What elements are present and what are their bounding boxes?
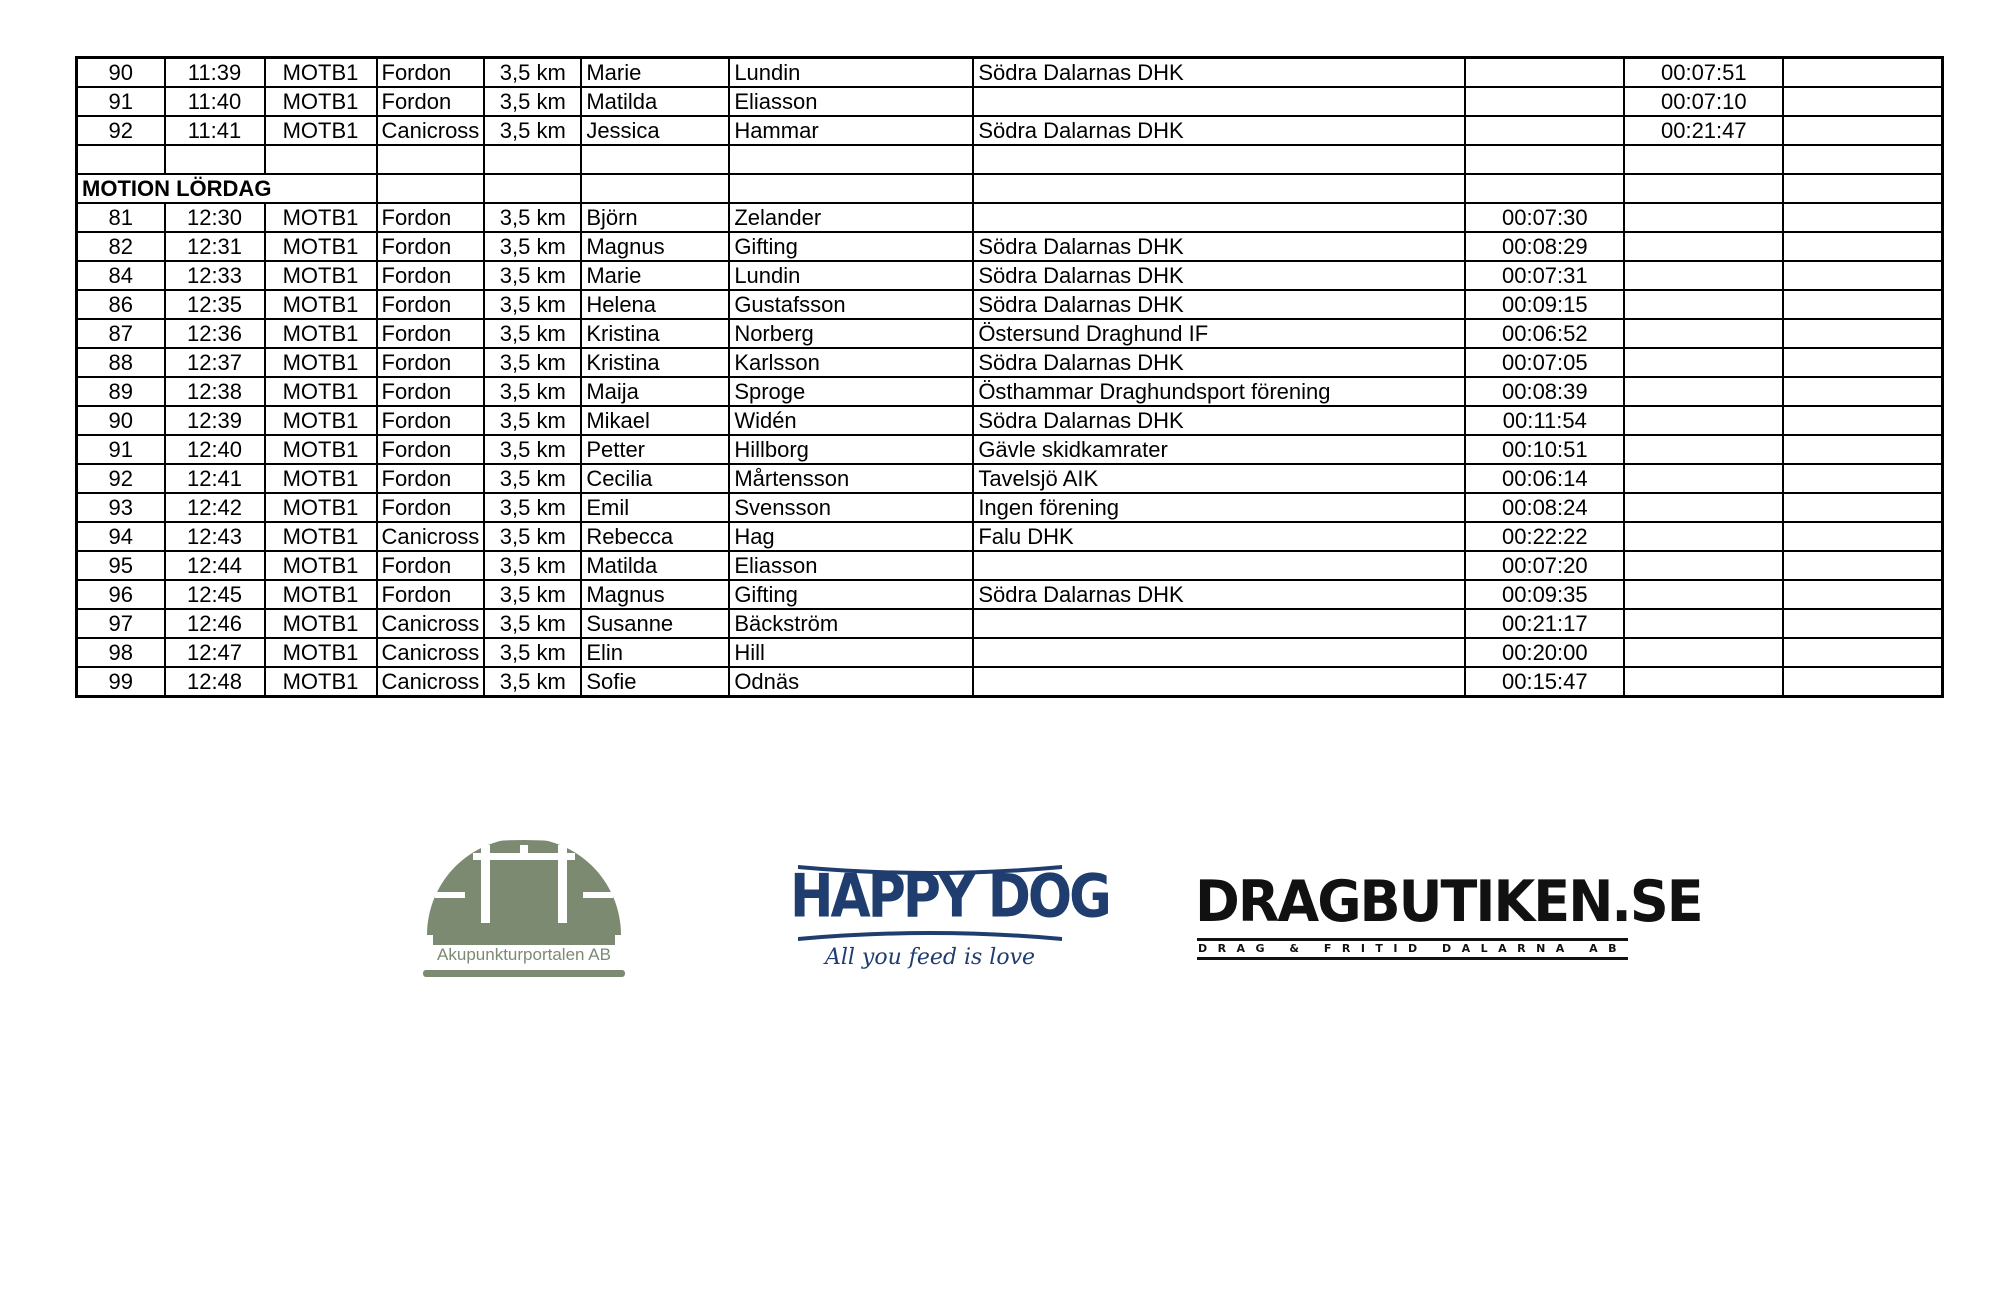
cell-time-friday: 00:21:47 — [1624, 116, 1783, 145]
cell-start-time: 12:31 — [165, 232, 265, 261]
cell-last-name: Bäckström — [729, 609, 973, 638]
cell-start-time: 12:30 — [165, 203, 265, 232]
cell-category: Canicross — [377, 667, 485, 697]
cell-club — [973, 638, 1465, 667]
table-row — [77, 464, 1943, 493]
cell-class: MOTB1 — [265, 406, 377, 435]
cell-category: Fordon — [377, 319, 485, 348]
cell-start-number: 96 — [77, 580, 165, 609]
cell-start-number: 98 — [77, 638, 165, 667]
table-row — [77, 609, 1943, 638]
cell-distance: 3,5 km — [484, 609, 581, 638]
cell-empty — [377, 174, 485, 203]
cell-club: Södra Dalarnas DHK — [973, 348, 1465, 377]
cell-extra — [1783, 464, 1942, 493]
cell-time-saturday: 00:08:24 — [1465, 493, 1624, 522]
cell-category: Fordon — [377, 348, 485, 377]
cell-empty — [729, 174, 973, 203]
cell-extra — [1783, 435, 1942, 464]
cell-first-name: Björn — [581, 203, 729, 232]
cell-start-time: 12:40 — [165, 435, 265, 464]
cell-time-friday — [1624, 551, 1783, 580]
cell-start-number: 93 — [77, 493, 165, 522]
table-row — [77, 116, 1943, 145]
cell-time-friday — [1624, 377, 1783, 406]
cell-club: Södra Dalarnas DHK — [973, 261, 1465, 290]
cell-first-name: Elin — [581, 638, 729, 667]
cell-club: Södra Dalarnas DHK — [973, 116, 1465, 145]
cell-time-saturday: 00:07:20 — [1465, 551, 1624, 580]
table-row — [77, 232, 1943, 261]
cell-start-number: 87 — [77, 319, 165, 348]
cell-time-friday — [1624, 261, 1783, 290]
cell-club — [973, 609, 1465, 638]
table-row — [77, 493, 1943, 522]
cell-empty — [973, 174, 1465, 203]
dragbutiken-underline-lower — [1197, 957, 1628, 960]
cell-first-name: Emil — [581, 493, 729, 522]
cell-last-name: Norberg — [729, 319, 973, 348]
happy-dog-tagline: All you feed is love — [824, 945, 1036, 970]
table-row — [77, 667, 1943, 697]
cell-club: Södra Dalarnas DHK — [973, 406, 1465, 435]
cell-start-number: 89 — [77, 377, 165, 406]
dragbutiken-underline — [1197, 938, 1628, 941]
cell-distance: 3,5 km — [484, 551, 581, 580]
cell-extra — [1783, 580, 1942, 609]
cell-start-time: 12:43 — [165, 522, 265, 551]
cell-category: Fordon — [377, 377, 485, 406]
cell-empty — [1624, 174, 1783, 203]
cell-start-number: 92 — [77, 464, 165, 493]
cell-club: Östersund Draghund IF — [973, 319, 1465, 348]
cell-last-name: Hill — [729, 638, 973, 667]
dragbutiken-subtitle: DRAG & FRITID DALARNA AB — [1197, 942, 1628, 955]
table-row — [77, 290, 1943, 319]
cell-time-saturday: 00:15:47 — [1465, 667, 1624, 697]
cell-first-name: Kristina — [581, 319, 729, 348]
cell-distance: 3,5 km — [484, 406, 581, 435]
cell-last-name: Eliasson — [729, 87, 973, 116]
cell-extra — [1783, 638, 1942, 667]
cell-start-number: 99 — [77, 667, 165, 697]
cell-distance: 3,5 km — [484, 522, 581, 551]
cell-first-name: Matilda — [581, 551, 729, 580]
cell-first-name: Maija — [581, 377, 729, 406]
cell-category: Fordon — [377, 464, 485, 493]
cell-distance: 3,5 km — [484, 319, 581, 348]
cell-first-name — [581, 145, 729, 174]
cell-time-saturday: 00:07:05 — [1465, 348, 1624, 377]
cell-time-saturday: 00:08:29 — [1465, 232, 1624, 261]
table-row — [77, 319, 1943, 348]
cell-distance: 3,5 km — [484, 580, 581, 609]
cell-last-name: Eliasson — [729, 551, 973, 580]
cell-club: Ingen förening — [973, 493, 1465, 522]
cell-class: MOTB1 — [265, 261, 377, 290]
cell-distance: 3,5 km — [484, 464, 581, 493]
cell-start-number: 95 — [77, 551, 165, 580]
cell-start-time: 11:41 — [165, 116, 265, 145]
table-row — [77, 580, 1943, 609]
cell-first-name: Jessica — [581, 116, 729, 145]
cell-class: MOTB1 — [265, 638, 377, 667]
cell-category: Fordon — [377, 290, 485, 319]
cell-extra — [1783, 493, 1942, 522]
cell-category: Fordon — [377, 232, 485, 261]
cell-time-friday — [1624, 580, 1783, 609]
cell-start-number: 82 — [77, 232, 165, 261]
cell-time-saturday: 00:07:30 — [1465, 203, 1624, 232]
cell-time-saturday: 00:07:31 — [1465, 261, 1624, 290]
cell-distance: 3,5 km — [484, 232, 581, 261]
cell-start-number: 91 — [77, 87, 165, 116]
cell-last-name: Gustafsson — [729, 290, 973, 319]
cell-last-name: Odnäs — [729, 667, 973, 697]
cell-class: MOTB1 — [265, 290, 377, 319]
cell-distance: 3,5 km — [484, 58, 581, 88]
cell-start-time: 11:39 — [165, 58, 265, 88]
cell-start-time: 12:41 — [165, 464, 265, 493]
cell-last-name: Sproge — [729, 377, 973, 406]
happy-dog-logo — [790, 855, 1109, 980]
cell-start-time: 12:48 — [165, 667, 265, 697]
cell-class: MOTB1 — [265, 609, 377, 638]
cell-club — [973, 145, 1465, 174]
cell-extra — [1783, 290, 1942, 319]
cell-class: MOTB1 — [265, 87, 377, 116]
cell-extra — [1783, 609, 1942, 638]
cell-time-saturday: 00:20:00 — [1465, 638, 1624, 667]
cell-category: Canicross — [377, 638, 485, 667]
cell-first-name: Marie — [581, 58, 729, 88]
cell-class: MOTB1 — [265, 58, 377, 88]
cell-start-number: 90 — [77, 58, 165, 88]
cell-time-saturday: 00:11:54 — [1465, 406, 1624, 435]
cell-club: Södra Dalarnas DHK — [973, 232, 1465, 261]
cell-distance: 3,5 km — [484, 638, 581, 667]
cell-time-saturday — [1465, 87, 1624, 116]
dragbutiken-logo — [1195, 868, 1702, 960]
cell-first-name: Matilda — [581, 87, 729, 116]
cell-extra — [1783, 203, 1942, 232]
table-row — [77, 203, 1943, 232]
cell-time-saturday: 00:09:15 — [1465, 290, 1624, 319]
cell-extra — [1783, 319, 1942, 348]
cell-class: MOTB1 — [265, 551, 377, 580]
cell-empty — [484, 174, 581, 203]
cell-club — [973, 87, 1465, 116]
cell-club — [973, 667, 1465, 697]
cell-distance: 3,5 km — [484, 435, 581, 464]
cell-distance: 3,5 km — [484, 116, 581, 145]
cell-time-saturday: 00:06:52 — [1465, 319, 1624, 348]
cell-class: MOTB1 — [265, 667, 377, 697]
cell-class: MOTB1 — [265, 116, 377, 145]
section-row — [77, 174, 1943, 203]
cell-start-number: 90 — [77, 406, 165, 435]
cell-time-saturday: 00:06:14 — [1465, 464, 1624, 493]
cell-extra — [1783, 551, 1942, 580]
table-row — [77, 522, 1943, 551]
dragbutiken-title: DRAGBUTIKEN.SE — [1195, 868, 1702, 935]
cell-club — [973, 551, 1465, 580]
cell-time-friday — [1624, 435, 1783, 464]
cell-start-time: 12:45 — [165, 580, 265, 609]
cell-class: MOTB1 — [265, 580, 377, 609]
cell-category — [377, 145, 485, 174]
cell-last-name: Hillborg — [729, 435, 973, 464]
cell-time-friday — [1624, 638, 1783, 667]
cell-start-time — [165, 145, 265, 174]
cell-last-name: Hammar — [729, 116, 973, 145]
cell-category: Canicross — [377, 522, 485, 551]
cell-distance: 3,5 km — [484, 493, 581, 522]
cell-club — [973, 203, 1465, 232]
cell-start-number: 92 — [77, 116, 165, 145]
cell-time-friday — [1624, 493, 1783, 522]
cell-first-name: Mikael — [581, 406, 729, 435]
akupunkturportalen-text: Akupunkturportalen AB — [437, 945, 611, 964]
cell-distance: 3,5 km — [484, 261, 581, 290]
cell-start-number: 94 — [77, 522, 165, 551]
cell-distance: 3,5 km — [484, 348, 581, 377]
table-row — [77, 377, 1943, 406]
table-row — [77, 58, 1943, 88]
cell-first-name: Cecilia — [581, 464, 729, 493]
cell-extra — [1783, 116, 1942, 145]
cell-category: Fordon — [377, 87, 485, 116]
cell-extra — [1783, 87, 1942, 116]
cell-time-saturday: 00:10:51 — [1465, 435, 1624, 464]
cell-start-time: 12:44 — [165, 551, 265, 580]
cell-start-number: 81 — [77, 203, 165, 232]
cell-time-friday — [1624, 290, 1783, 319]
cell-extra — [1783, 232, 1942, 261]
cell-club: Södra Dalarnas DHK — [973, 58, 1465, 88]
cell-start-time: 11:40 — [165, 87, 265, 116]
cell-extra — [1783, 377, 1942, 406]
cell-first-name: Petter — [581, 435, 729, 464]
cell-distance: 3,5 km — [484, 290, 581, 319]
cell-time-saturday — [1465, 116, 1624, 145]
cell-distance — [484, 145, 581, 174]
cell-category: Canicross — [377, 609, 485, 638]
cell-start-number: 97 — [77, 609, 165, 638]
cell-class: MOTB1 — [265, 464, 377, 493]
cell-extra — [1783, 348, 1942, 377]
cell-class: MOTB1 — [265, 493, 377, 522]
cell-club: Södra Dalarnas DHK — [973, 580, 1465, 609]
cell-club: Gävle skidkamrater — [973, 435, 1465, 464]
cell-class: MOTB1 — [265, 203, 377, 232]
cell-class — [265, 145, 377, 174]
cell-time-friday — [1624, 319, 1783, 348]
results-table — [75, 56, 1944, 698]
table-row — [77, 348, 1943, 377]
akupunkturportalen-logo — [393, 795, 655, 977]
cell-distance: 3,5 km — [484, 667, 581, 697]
cell-last-name: Gifting — [729, 232, 973, 261]
cell-extra — [1783, 58, 1942, 88]
cell-category: Fordon — [377, 493, 485, 522]
cell-last-name: Lundin — [729, 58, 973, 88]
cell-extra — [1783, 261, 1942, 290]
cell-distance: 3,5 km — [484, 203, 581, 232]
cell-time-friday — [1624, 145, 1783, 174]
cell-last-name: Karlsson — [729, 348, 973, 377]
cell-first-name: Rebecca — [581, 522, 729, 551]
cell-start-number — [77, 145, 165, 174]
cell-last-name — [729, 145, 973, 174]
cell-club: Falu DHK — [973, 522, 1465, 551]
table-row — [77, 261, 1943, 290]
cell-time-saturday: 00:21:17 — [1465, 609, 1624, 638]
cell-extra — [1783, 406, 1942, 435]
cell-time-saturday — [1465, 145, 1624, 174]
cell-time-friday — [1624, 348, 1783, 377]
cell-start-time: 12:42 — [165, 493, 265, 522]
cell-class: MOTB1 — [265, 232, 377, 261]
cell-category: Fordon — [377, 58, 485, 88]
cell-club: Södra Dalarnas DHK — [973, 290, 1465, 319]
cell-time-friday: 00:07:10 — [1624, 87, 1783, 116]
cell-start-number: 86 — [77, 290, 165, 319]
cell-category: Fordon — [377, 261, 485, 290]
cell-start-time: 12:37 — [165, 348, 265, 377]
cell-class: MOTB1 — [265, 348, 377, 377]
cell-start-time: 12:39 — [165, 406, 265, 435]
section-heading: MOTION LÖRDAG — [77, 174, 377, 203]
cell-category: Fordon — [377, 580, 485, 609]
cell-empty — [581, 174, 729, 203]
cell-last-name: Lundin — [729, 261, 973, 290]
cell-category: Fordon — [377, 435, 485, 464]
cell-category: Fordon — [377, 551, 485, 580]
cell-start-time: 12:35 — [165, 290, 265, 319]
cell-class: MOTB1 — [265, 377, 377, 406]
cell-first-name: Helena — [581, 290, 729, 319]
cell-category: Canicross — [377, 116, 485, 145]
cell-time-saturday: 00:22:22 — [1465, 522, 1624, 551]
cell-empty — [1783, 174, 1942, 203]
table-row — [77, 551, 1943, 580]
cell-last-name: Mårtensson — [729, 464, 973, 493]
cell-first-name: Magnus — [581, 232, 729, 261]
cell-first-name: Kristina — [581, 348, 729, 377]
cell-time-friday — [1624, 406, 1783, 435]
cell-empty — [1465, 174, 1624, 203]
cell-start-number: 91 — [77, 435, 165, 464]
cell-time-friday — [1624, 203, 1783, 232]
cell-time-friday — [1624, 464, 1783, 493]
cell-distance: 3,5 km — [484, 377, 581, 406]
cell-extra — [1783, 522, 1942, 551]
table-row — [77, 87, 1943, 116]
cell-distance: 3,5 km — [484, 87, 581, 116]
table-row — [77, 638, 1943, 667]
cell-extra — [1783, 667, 1942, 697]
cell-last-name: Svensson — [729, 493, 973, 522]
cell-start-time: 12:36 — [165, 319, 265, 348]
cell-start-time: 12:46 — [165, 609, 265, 638]
cell-class: MOTB1 — [265, 319, 377, 348]
cell-first-name: Magnus — [581, 580, 729, 609]
cell-category: Fordon — [377, 203, 485, 232]
cell-extra — [1783, 145, 1942, 174]
cell-start-time: 12:47 — [165, 638, 265, 667]
cell-time-friday: 00:07:51 — [1624, 58, 1783, 88]
cell-first-name: Marie — [581, 261, 729, 290]
cell-time-saturday — [1465, 58, 1624, 88]
cell-last-name: Hag — [729, 522, 973, 551]
cell-first-name: Susanne — [581, 609, 729, 638]
cell-last-name: Zelander — [729, 203, 973, 232]
cell-time-friday — [1624, 667, 1783, 697]
cell-time-friday — [1624, 232, 1783, 261]
cell-first-name: Sofie — [581, 667, 729, 697]
cell-start-time: 12:38 — [165, 377, 265, 406]
cell-time-friday — [1624, 609, 1783, 638]
table-row — [77, 145, 1943, 174]
cell-club: Tavelsjö AIK — [973, 464, 1465, 493]
cell-last-name: Widén — [729, 406, 973, 435]
cell-time-saturday: 00:09:35 — [1465, 580, 1624, 609]
table-row — [77, 435, 1943, 464]
cell-start-time: 12:33 — [165, 261, 265, 290]
cell-class: MOTB1 — [265, 522, 377, 551]
cell-club: Östhammar Draghundsport förening — [973, 377, 1465, 406]
cell-start-number: 88 — [77, 348, 165, 377]
cell-category: Fordon — [377, 406, 485, 435]
cell-time-friday — [1624, 522, 1783, 551]
table-row — [77, 406, 1943, 435]
cell-start-number: 84 — [77, 261, 165, 290]
cell-class: MOTB1 — [265, 435, 377, 464]
cell-time-saturday: 00:08:39 — [1465, 377, 1624, 406]
cell-last-name: Gifting — [729, 580, 973, 609]
happy-dog-title: HAPPY DOG — [790, 862, 1109, 932]
